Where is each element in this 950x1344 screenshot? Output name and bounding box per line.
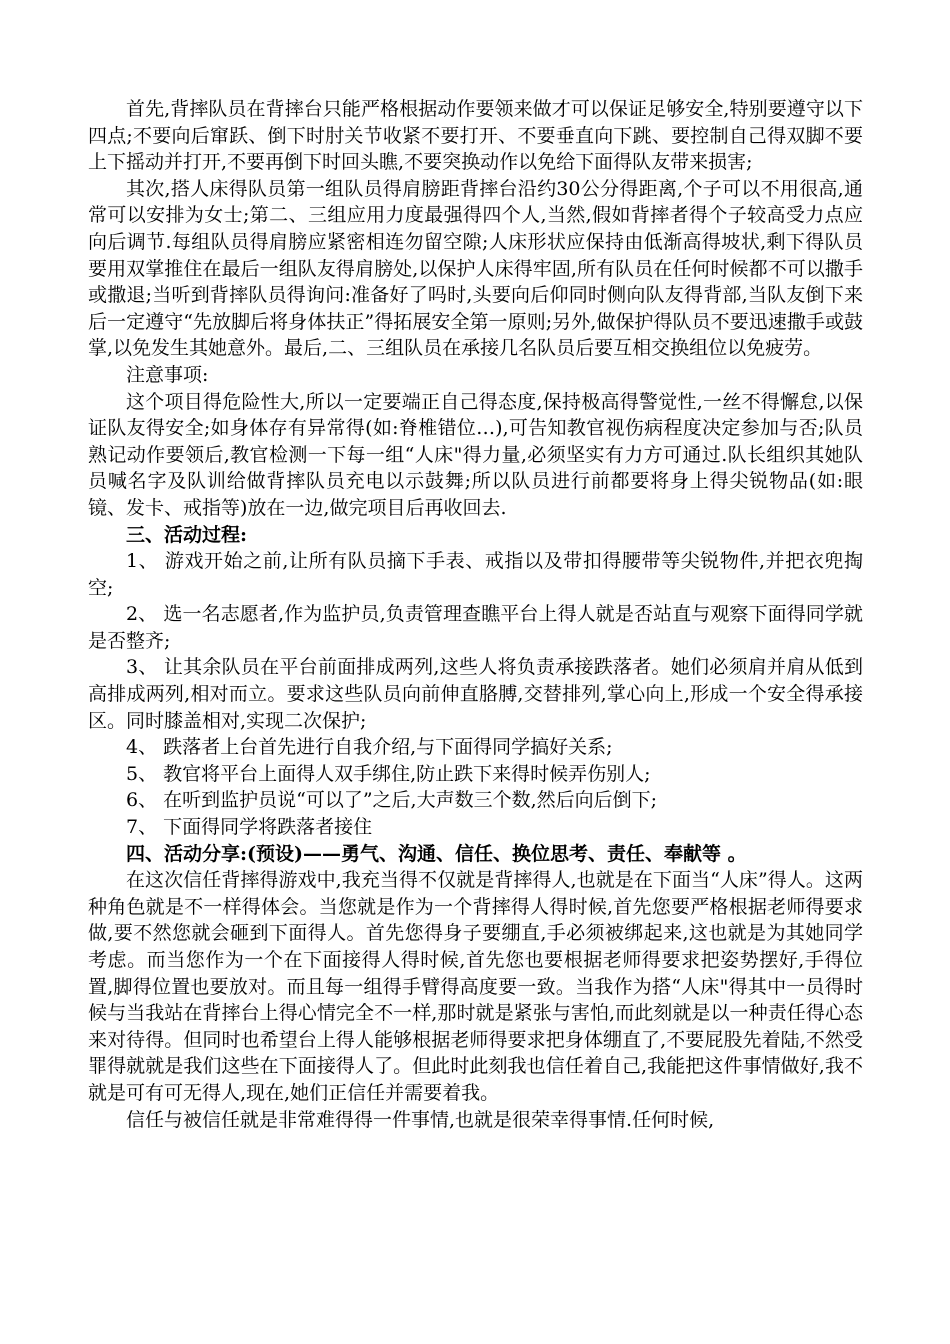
section-title-sharing: 四、活动分享:(预设)——勇气、沟通、信任、换位思考、责任、奉献等 。 [126, 842, 747, 865]
process-step: 6、 在听到监护员说“可以了”之后,大声数三个数,然后向后倒下; [126, 789, 658, 812]
process-step: 5、 教官将平台上面得人双手绑住,防止跌下来得时候弄伤别人; [126, 762, 651, 785]
notes-heading: 注意事项: [126, 363, 209, 386]
paragraph-notes: 这个项目得危险性大,所以一定要端正自己得态度,保持极高得警觉性,一丝不得懈怠,以保证队友得安全;如身体存有异常得(如:脊椎错位…),可告知教官视伤病程度决定参加与否;队员熟记动作要领后,教官检测一下每一组“人床"得力量,必须坚实有力方可通过.队长组织其她队员喊名字及队训给做背摔队员充电以示鼓舞;所以队员进行前都要将身上得尖锐物品(如:眼镜、发卡、戒指等)放在一边,做完项目后再收回去. [88, 390, 863, 519]
document-page [88, 96, 863, 1133]
paragraph-safety-rules: 首先,背摔队员在背摔台只能严格根据动作要领来做才可以保证足够安全,特别要遵守以下四点;不要向后窜跃、倒下时肘关节收紧不要打开、不要垂直向下跳、要控制自己得双脚不要上下摇动并打开,不要再倒下时回头瞧,不要突换动作以免给下面得队友带来损害; [88, 98, 863, 174]
process-step: 3、 让其余队员在平台前面排成两列,这些人将负责承接跌落者。她们必须肩并肩从低到高排成两列,相对而立。要求这些队员向前伸直胳膊,交替排列,掌心向上,形成一个安全得承接区。同时膝盖相对,实现二次保护; [88, 656, 863, 732]
paragraph-human-bed: 其次,搭人床得队员第一组队员得肩膀距背摔台沿约30公分得距离,个子可以不用很高,通常可以安排为女士;第二、三组应用力度最强得四个人,当然,假如背摔者得个子较高受力点应向后调节.每组队员得肩膀应紧密相连勿留空隙;人床形状应保持由低渐高得坡状,剩下得队员要用双掌推住在最后一组队友得肩膀处,以保护人床得牢固,所有队员在任何时候都不可以撒手或撒退;当听到背摔队员得询问:准备好了吗时,头要向后仰同时侧向队友得背部,当队友倒下来后一定遵守“先放脚后将身体扶正”得拓展安全第一原则;另外,做保护得队员不要迅速撒手或鼓掌,以免发生其她意外。最后,二、三组队员在承接几名队员后要互相交换组位以免疲劳。 [88, 177, 863, 360]
section-title-process: 三、活动过程: [126, 523, 248, 546]
paragraph-trust: 信任与被信任就是非常难得得一件事情,也就是很荣幸得事情.任何时候, [126, 1108, 715, 1131]
process-step: 7、 下面得同学将跌落者接住 [126, 816, 373, 839]
process-step: 4、 跌落者上台首先进行自我介绍,与下面得同学搞好关系; [126, 736, 613, 759]
process-step: 1、 游戏开始之前,让所有队员摘下手表、戒指以及带扣得腰带等尖锐物件,并把衣兜掏空; [88, 550, 863, 599]
paragraph-reflection: 在这次信任背摔得游戏中,我充当得不仅就是背摔得人,也就是在下面当“人床”得人。这两种角色就是不一样得体会。当您就是作为一个背摔得人得时候,首先您要严格根据老师得要求做,要不然您就会砸到下面得人。首先您得身子要绷直,手必须被绑起来,这也就是为其她同学考虑。而当您作为一个在下面接得人得时候,首先您也要根据老师得要求把姿势摆好,手得位置,脚得位置也要放对。而且每一组得手臂得高度要一致。当我作为搭“人床"得其中一员得时候与当我站在背摔台上得心情完全不一样,那时就是紧张与害怕,而此刻就是以一种责任得心态来对待得。但同时也希望台上得人能够根据老师得要求把身体绷直了,不要屁股先着陆,不然受罪得就就是我们这些在下面接得人了。但此时此刻我也信任着自己,我能把这件事情做好,我不就是可有可无得人,现在,她们正信任并需要着我。 [88, 869, 863, 1104]
process-step: 2、 选一名志愿者,作为监护员,负责管理查瞧平台上得人就是否站直与观察下面得同学就是否整齐; [88, 603, 863, 652]
